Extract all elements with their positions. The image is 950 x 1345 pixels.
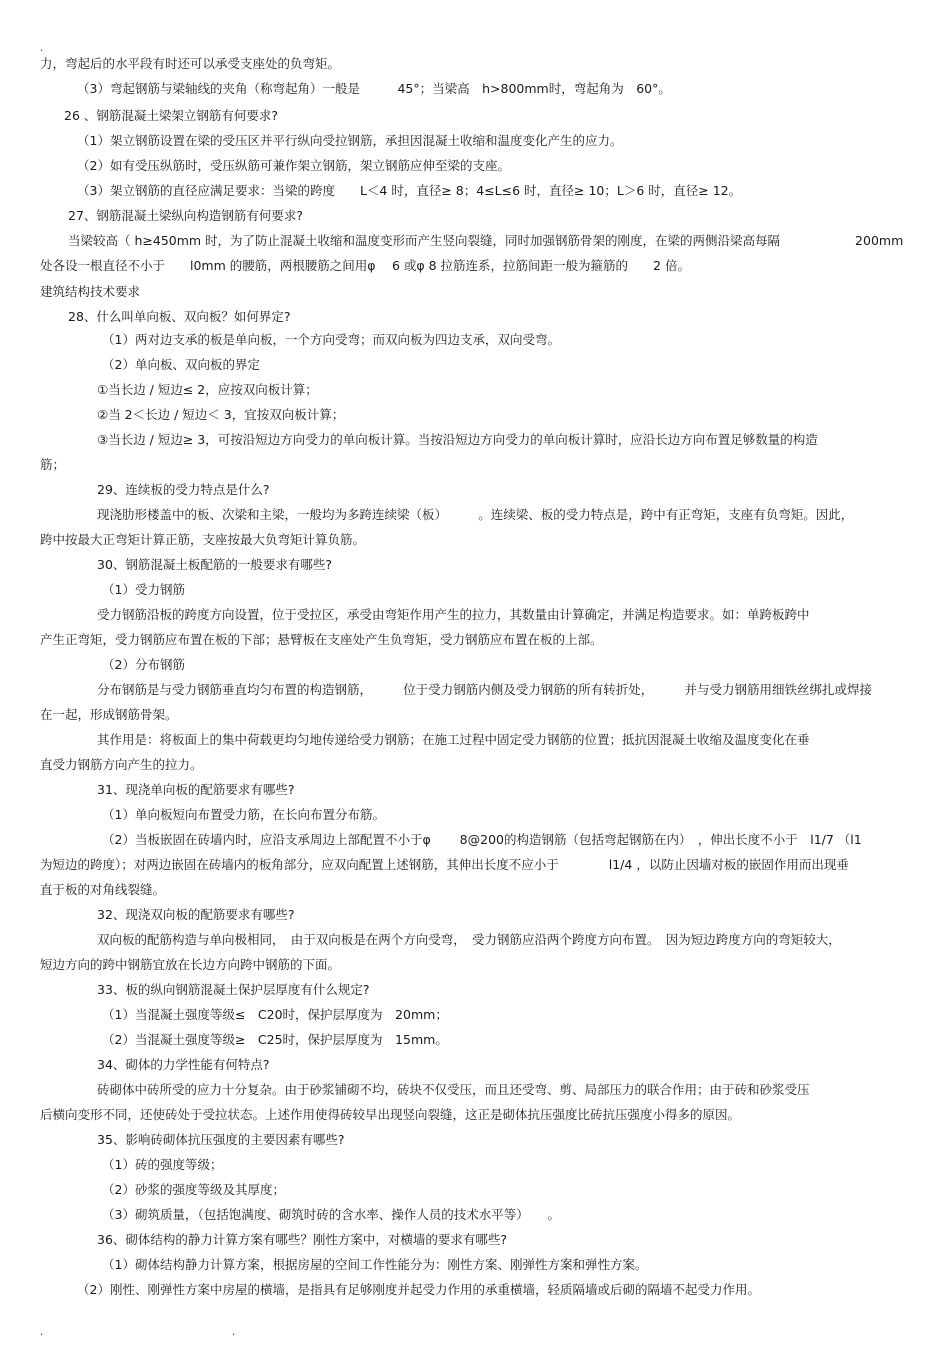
text-line: （2）当板嵌固在砖墙内时，应沿支承周边上部配置不小于φ 8@200的构造钢筋（包括弯起钢筋在内） ，伸出长度不小于 l1/7 （l1: [102, 832, 862, 847]
text-line: （3）弯起钢筋与梁轴线的夹角（称弯起角）一般是 45°；当梁高 h>800mm时，弯起角为 60°。: [77, 81, 671, 96]
text-line: 现浇肋形楼盖中的板、次梁和主梁，一般均为多跨连续梁（板） 。连续梁、板的受力特点是，跨中有正弯矩，支座有负弯矩。因此，: [97, 507, 854, 522]
text-line: 筋；: [40, 457, 66, 472]
section-heading: 31、现浇单向板的配筋要求有哪些?: [97, 782, 295, 797]
text-line: （1）砖的强度等级；: [102, 1157, 223, 1172]
text-line: ②当 2＜长边 / 短边＜ 3，宜按双向板计算；: [97, 407, 345, 422]
text-line: 直受力钢筋方向产生的拉力。: [40, 757, 203, 772]
section-heading: 28、什么叫单向板、双向板？如何界定?: [68, 309, 291, 324]
section-heading: 26 、钢筋混凝土梁架立钢筋有何要求?: [64, 108, 279, 123]
text-line: 产生正弯矩，受力钢筋应布置在板的下部；悬臂板在支座处产生负弯矩，受力钢筋应布置在板的上部。: [40, 632, 603, 647]
text-line: 处各设一根直径不小于 l0mm 的腰筋，两根腰筋之间用φ 6 或φ 8 拉筋连系，拉筋间距一般为箍筋的 2 倍。: [40, 258, 690, 273]
text-line: 双向板的配筋构造与单向极相同， 由于双向板是在两个方向受弯， 受力钢筋应沿两个跨度方向布置。 因为短边跨度方向的弯矩较大，: [97, 932, 841, 947]
text-line: （2）单向板、双向板的界定: [102, 357, 260, 372]
section-heading: 35、影响砖砌体抗压强度的主要因素有哪些?: [97, 1132, 345, 1147]
section-heading: 27、钢筋混凝土梁纵向构造钢筋有何要求?: [68, 208, 304, 223]
text-line: （3）架立钢筋的直径应满足要求：当梁的跨度 L＜4 时，直径≥ 8；4≤L≤6 时，直径≥ 10；L＞6 时，直径≥ 12。: [77, 183, 742, 198]
text-line: 后横向变形不同，还使砖处于受拉状态。上述作用使得砖较早出现竖向裂缝，这正是砌体抗压强度比砖抗压强度小得多的原因。: [40, 1107, 741, 1122]
text-line: 力，弯起后的水平段有时还可以承受支座处的负弯矩。: [40, 56, 341, 71]
text-line: （2）分布钢筋: [102, 657, 185, 672]
text-line: （1）两对边支承的板是单向板，一个方向受弯；而双向板为四边支承，双向受弯。: [102, 332, 560, 347]
text-line: 短边方向的跨中钢筋宜放在长边方向跨中钢筋的下面。: [40, 957, 341, 972]
text-line: 砖砌体中砖所受的应力十分复杂。由于砂浆铺砌不均，砖块不仅受压，而且还受弯、剪、局部压力的联合作用；由于砖和砂浆受压: [97, 1082, 810, 1097]
section-heading: 34、砌体的力学性能有何特点?: [97, 1057, 270, 1072]
text-line: （1）砌体结构静力计算方案，根据房屋的空间工作性能分为：刚性方案、刚弹性方案和弹性方案。: [102, 1257, 648, 1272]
text-line: （1）当混凝土强度等级≤ C20时，保护层厚度为 20mm；: [102, 1007, 448, 1022]
text-line: 其作用是：将板面上的集中荷载更均匀地传递给受力钢筋；在施工过程中固定受力钢筋的位置；抵抗因混凝土收缩及温度变化在垂: [97, 732, 810, 747]
corner-mark-bottom-mid: .: [232, 1327, 236, 1338]
text-line: 分布钢筋是与受力钢筋垂直均匀布置的构造钢筋， 位于受力钢筋内侧及受力钢筋的所有转折处， 并与受力钢筋用细铁丝绑扎或焊接: [97, 682, 873, 697]
section-heading: 33、板的纵向钢筋混凝土保护层厚度有什么规定?: [97, 982, 370, 997]
text-line: （2）砂浆的强度等级及其厚度；: [102, 1182, 285, 1197]
section-heading: 29、连续板的受力特点是什么?: [97, 482, 270, 497]
text-line: （1）单向板短向布置受力筋，在长向布置分布筋。: [102, 807, 385, 822]
section-heading: 32、现浇双向板的配筋要求有哪些?: [97, 907, 295, 922]
corner-mark-bottom-left: .: [40, 1327, 44, 1338]
text-line: （1）架立钢筋设置在梁的受压区并平行纵向受拉钢筋，承担因混凝土收缩和温度变化产生的应力。: [77, 133, 623, 148]
section-heading: 30、钢筋混凝土板配筋的一般要求有哪些?: [97, 557, 333, 572]
text-line: 受力钢筋沿板的跨度方向设置，位于受拉区，承受由弯矩作用产生的拉力，其数量由计算确定，并满足构造要求。如：单跨板跨中: [97, 607, 810, 622]
text-line: （2）如有受压纵筋时，受压纵筋可兼作架立钢筋，架立钢筋应伸至梁的支座。: [77, 158, 510, 173]
section-heading: 36、砌体结构的静力计算方案有哪些？刚性方案中，对横墙的要求有哪些?: [97, 1232, 508, 1247]
text-line: （2）刚性、刚弹性方案中房屋的横墙，是指具有足够刚度并起受力作用的承重横墙，轻质隔墙或后砌的隔墙不起受力作用。: [77, 1282, 760, 1297]
text-line: ①当长边 / 短边≤ 2，应按双向板计算；: [97, 382, 318, 397]
text-line: 当梁较高（ h≥450mm 时，为了防止混凝土收缩和温度变形而产生竖向裂缝，同时加强钢筋骨架的刚度，在梁的两侧沿梁高每隔 200mm: [68, 233, 904, 248]
text-line: 在一起，形成钢筋骨架。: [40, 707, 178, 722]
text-line: 建筑结构技术要求: [40, 284, 141, 299]
corner-mark-top: .: [40, 43, 44, 54]
text-line: 跨中按最大正弯矩计算正筋，支座按最大负弯矩计算负筋。: [40, 532, 366, 547]
text-line: （1）受力钢筋: [102, 582, 185, 597]
text-line: （2）当混凝土强度等级≥ C25时，保护层厚度为 15mm。: [102, 1032, 448, 1047]
text-line: （3）砌筑质量，（包括饱满度、砌筑时砖的含水率、操作人员的技术水平等） 。: [102, 1207, 560, 1222]
text-line: 直于板的对角线裂缝。: [40, 882, 166, 897]
text-line: ③当长边 / 短边≥ 3，可按沿短边方向受力的单向板计算。当按沿短边方向受力的单向板计算时，应沿长边方向布置足够数量的构造: [97, 432, 818, 447]
text-line: 为短边的跨度）；对两边嵌固在砖墙内的板角部分，应双向配置上述钢筋，其伸出长度不应小于 l1/4 ，以防止因墙对板的嵌固作用而出现垂: [40, 857, 849, 872]
